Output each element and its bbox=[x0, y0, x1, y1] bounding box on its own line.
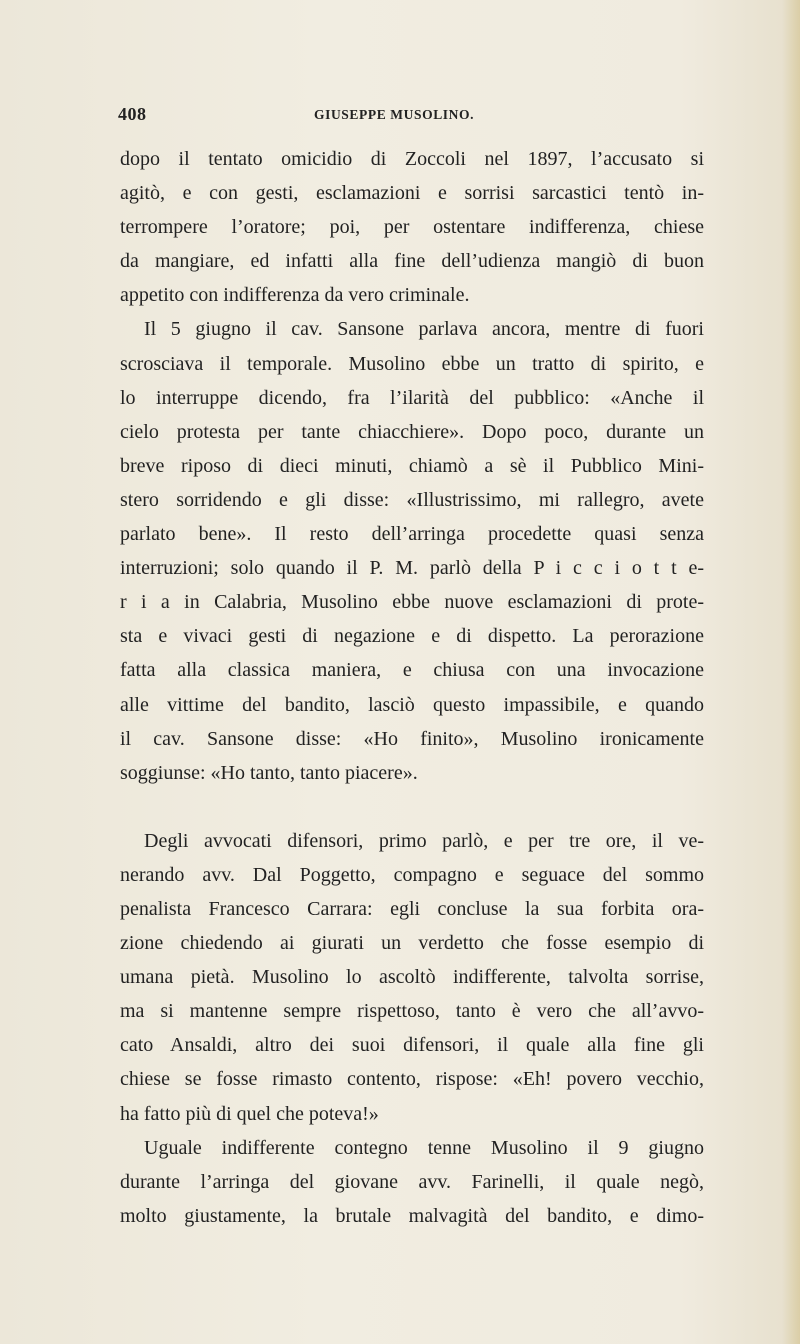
text-line: Il 5 giugno il cav. Sansone parlava ancora, mentre di fuori bbox=[144, 318, 704, 341]
text-line: nerando avv. Dal Poggetto, compagno e seguace del sommo bbox=[120, 863, 704, 886]
paragraph-gap bbox=[120, 790, 704, 824]
text-line: fatta alla classica maniera, e chiusa con una invocazione bbox=[120, 659, 704, 682]
text-line: alle vittime del bandito, lasciò questo impassibile, e quando bbox=[120, 693, 704, 716]
body-text bbox=[120, 142, 704, 1233]
page-number: 408 bbox=[118, 104, 147, 124]
paragraph bbox=[120, 312, 704, 789]
text-line: da mangiare, ed infatti alla fine dell’udienza mangiò di buon bbox=[120, 250, 704, 273]
text-line: umana pietà. Musolino lo ascoltò indifferente, talvolta sorrise, bbox=[120, 966, 704, 989]
text-line: appetito con indifferenza da vero criminale. bbox=[120, 284, 470, 307]
text-line: agitò, e con gesti, esclamazioni e sorrisi sarcastici tentò in- bbox=[120, 182, 704, 205]
text-line: parlato bene». Il resto dell’arringa procedette quasi senza bbox=[120, 523, 704, 546]
running-head bbox=[118, 104, 698, 128]
text-line: lo interruppe dicendo, fra l’ilarità del pubblico: «Anche il bbox=[120, 386, 704, 409]
text-line: Degli avvocati difensori, primo parlò, e per tre ore, il ve- bbox=[144, 829, 704, 852]
text-line: chiese se fosse rimasto contento, rispose: «Eh! povero vecchio, bbox=[120, 1068, 704, 1091]
text-line: cielo protesta per tante chiacchiere». Dopo poco, durante un bbox=[120, 420, 704, 443]
text-line: ma si mantenne sempre rispettoso, tanto è vero che all’avvo- bbox=[120, 1000, 704, 1023]
page-edge-shadow bbox=[782, 0, 800, 1344]
text-line: durante l’arringa del giovane avv. Farinelli, il quale negò, bbox=[120, 1170, 704, 1193]
text-line: cato Ansaldi, altro dei suoi difensori, il quale alla fine gli bbox=[120, 1034, 704, 1057]
text-line: molto giustamente, la brutale malvagità del bandito, e dimo- bbox=[120, 1204, 704, 1227]
text-line: dopo il tentato omicidio di Zoccoli nel 1897, l’accusato si bbox=[120, 148, 704, 170]
text-line: Uguale indifferente contegno tenne Musolino il 9 giugno bbox=[144, 1136, 704, 1159]
text-line: penalista Francesco Carrara: egli concluse la sua forbita ora- bbox=[120, 897, 704, 920]
text-line: sta e vivaci gesti di negazione e di dispetto. La perorazione bbox=[120, 625, 704, 648]
paragraph bbox=[120, 824, 704, 1131]
text-line: ha fatto più di quel che poteva!» bbox=[120, 1102, 379, 1125]
running-title: GIUSEPPE MUSOLINO. bbox=[314, 107, 475, 122]
text-line: interruzioni; solo quando il P. M. parlò della P i c c i o t t e- bbox=[120, 557, 704, 580]
text-line: il cav. Sansone disse: «Ho finito», Musolino ironicamente bbox=[120, 727, 704, 750]
text-line: r i a in Calabria, Musolino ebbe nuove esclamazioni di prote- bbox=[120, 591, 704, 614]
paragraph bbox=[120, 142, 704, 312]
text-line: scrosciava il temporale. Musolino ebbe un tratto di spirito, e bbox=[120, 352, 704, 375]
text-line: terrompere l’oratore; poi, per ostentare indifferenza, chiese bbox=[120, 216, 704, 239]
paragraph bbox=[120, 1131, 704, 1233]
text-line: soggiunse: «Ho tanto, tanto piacere». bbox=[120, 761, 418, 784]
text-line: stero sorridendo e gli disse: «Illustrissimo, mi rallegro, avete bbox=[120, 488, 704, 511]
text-line: zione chiedendo ai giurati un verdetto che fosse esempio di bbox=[120, 932, 704, 955]
text-line: breve riposo di dieci minuti, chiamò a sè il Pubblico Mini- bbox=[120, 454, 704, 477]
